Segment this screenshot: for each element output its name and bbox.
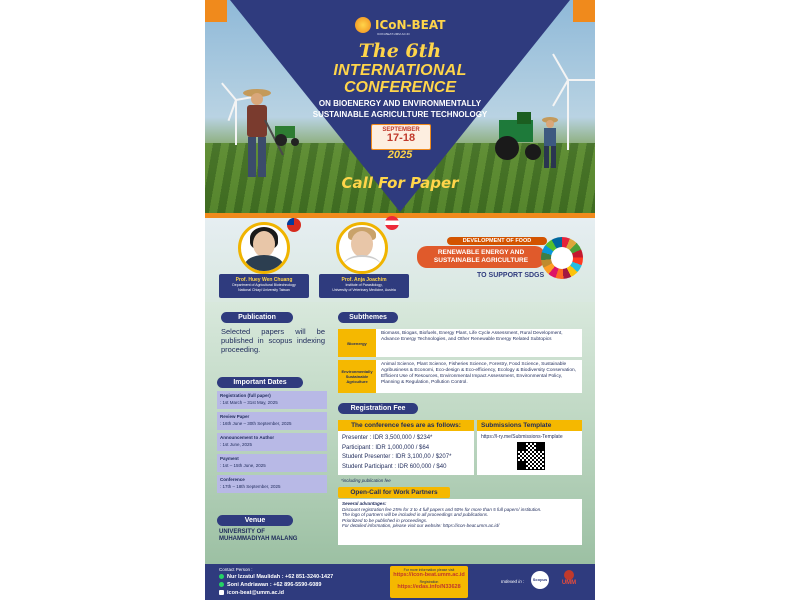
date-item bbox=[217, 412, 327, 430]
subtitle-line-2: SUSTAINABLE AGRICULTURE TECHNOLOGY bbox=[312, 110, 488, 119]
submissions-template-link[interactable]: https://l-ry.me/Submissions-Template bbox=[481, 434, 563, 440]
date-item-label: Review Paper bbox=[220, 414, 250, 419]
date-item-label: Announcement to Author bbox=[220, 435, 275, 440]
logo-subtext: ICON-BEAT.UMM.AC.ID bbox=[377, 32, 410, 36]
subthemes-heading: Subthemes bbox=[338, 312, 398, 323]
indexed-label: Indexed in : bbox=[501, 579, 525, 584]
whatsapp-icon bbox=[219, 582, 224, 587]
sdg-main-line-2: SUSTAINABLE AGRICULTURE bbox=[433, 257, 529, 264]
date-month: SEPTEMBER bbox=[382, 127, 420, 133]
sdg-wheel-icon bbox=[541, 237, 583, 279]
contact-text: icon-beat@umm.ac.id bbox=[227, 590, 285, 596]
venue-heading: Venue bbox=[217, 515, 293, 526]
speaker-tag bbox=[319, 274, 409, 298]
call-for-paper: Call For Paper bbox=[341, 174, 459, 192]
date-item-value: : 17th – 18th September, 2025 bbox=[220, 484, 281, 489]
sdg-banner bbox=[417, 237, 585, 289]
fee-head: The conference fees are as follows: bbox=[338, 420, 474, 431]
whatsapp-icon bbox=[219, 574, 224, 579]
subtitle-line-1: ON BIOENERGY AND ENVIRONMENTALLY bbox=[318, 99, 482, 108]
subtheme-text: Animal Science, Plant Science, Fisheries Science, Forestry, Food Science, Sustainable Agribusiness & Economi, Eco-design & Eco-efficiency, Ecology & Biodiversity Conservation, Efficient Use of Resources, Environmental Impact Assessment, Environmental Policy, Planning & Regulation, Pollution Control. bbox=[381, 362, 576, 385]
sdg-main-line-1: RENEWABLE ENERGY AND bbox=[437, 249, 525, 256]
speaker-affiliation: National Chiayi University Taiwan bbox=[238, 287, 290, 292]
contact-text: Soni Andriawan : +62 896-5590-6089 bbox=[227, 582, 322, 588]
umm-logo bbox=[557, 570, 581, 594]
contact-text: Nur Izzatul Maulidah : +62 851-3240-1427 bbox=[227, 574, 334, 580]
umm-logo-text: UMM bbox=[561, 580, 577, 586]
fee-line: Student Participant : IDR 600,000 / $40 bbox=[342, 463, 447, 470]
speaker-photo bbox=[336, 222, 388, 274]
venue-line-2: MUHAMMADIYAH MALANG bbox=[219, 536, 298, 542]
austria-flag-icon bbox=[385, 216, 399, 230]
speaker-name: Prof. Huey Wen Chuang bbox=[235, 277, 293, 283]
registration-heading: Registration Fee bbox=[338, 403, 418, 414]
title-international: INTERNATIONAL bbox=[333, 62, 467, 79]
date-item bbox=[217, 433, 327, 451]
venue-text bbox=[219, 529, 329, 543]
publication-heading: Publication bbox=[221, 312, 293, 323]
open-call-line: Prioritized to be published in proceedings. bbox=[342, 517, 428, 523]
important-dates-heading: Important Dates bbox=[217, 377, 303, 388]
subtheme-tag: Bioenergy bbox=[338, 329, 376, 357]
fee-line: Participant : IDR 1,000,000 / $64 bbox=[342, 444, 430, 451]
subtheme-row bbox=[338, 360, 582, 393]
submissions-template-box bbox=[477, 420, 582, 475]
open-call-heading: Open-Call for Work Partners bbox=[338, 487, 450, 498]
sdg-main-label bbox=[417, 246, 545, 268]
conference-logo bbox=[355, 15, 465, 35]
registration-link[interactable]: https://edas.info/N33628 bbox=[397, 584, 461, 590]
date-item-label: Conference bbox=[220, 477, 245, 482]
publication-text: Selected papers will be published in scopus indexing proceeding. bbox=[221, 327, 325, 354]
date-item-label: Registration (full paper) bbox=[220, 393, 271, 398]
contact-title: Contact Person : bbox=[219, 567, 253, 572]
corner-accent-left bbox=[205, 0, 227, 22]
date-item bbox=[217, 454, 327, 472]
subtheme-row bbox=[338, 329, 582, 357]
date-item-value: : 1st – 15th June, 2025 bbox=[220, 463, 266, 468]
date-days: 17-18 bbox=[386, 132, 416, 144]
speaker-name: Prof. Anja Joachim bbox=[341, 277, 387, 283]
sun-leaf-icon bbox=[355, 17, 371, 33]
fee-line: Student Presenter : IDR 3,100,00 / $207* bbox=[342, 454, 452, 460]
speaker-tag bbox=[219, 274, 309, 298]
subtheme-tag: Environmentally Sustainable Agriculture bbox=[338, 360, 376, 393]
contact-line bbox=[219, 590, 284, 596]
speaker-affiliation: University of Veterinary Medicine, Austria bbox=[332, 287, 396, 292]
open-call-line: The logo of partners will be included in all proceedings and publications. bbox=[342, 512, 489, 518]
date-item bbox=[217, 391, 327, 409]
registration-small-label: Registration bbox=[419, 580, 439, 584]
info-small-label: For more information please visit bbox=[403, 568, 455, 572]
important-dates-list bbox=[217, 391, 327, 496]
date-year: 2025 bbox=[387, 149, 413, 161]
umm-crest-icon bbox=[564, 570, 574, 580]
open-call-line: For detailed information, please visit our website: https://icon-beat.umm.ac.id/ bbox=[342, 523, 500, 529]
submissions-template-head: Submissions Template bbox=[477, 420, 582, 431]
date-item-value: : 1st June, 2025 bbox=[220, 442, 253, 447]
date-box bbox=[371, 124, 431, 150]
open-call-line: Discount registration fee 25% for 3 to 4 full papers and 50% for more than 5 full papers/ institution. bbox=[342, 506, 542, 512]
venue-line-1: UNIVERSITY OF bbox=[219, 529, 265, 535]
email-icon bbox=[219, 590, 224, 595]
speaker-photo bbox=[238, 222, 290, 274]
poster bbox=[205, 0, 595, 600]
open-call-box bbox=[338, 499, 582, 545]
sdg-top-label: DEVELOPMENT OF FOOD bbox=[447, 237, 547, 245]
date-item-value: : 1st March – 31st May, 2025 bbox=[220, 400, 278, 405]
speaker-affiliation: Institute of Parasitology, bbox=[345, 283, 383, 287]
date-item-label: Payment bbox=[220, 456, 239, 461]
corner-accent-right bbox=[573, 0, 595, 22]
date-item-value: : 16th June – 30th September, 2025 bbox=[220, 421, 292, 426]
taiwan-flag-icon bbox=[287, 218, 301, 232]
speaker-affiliation: Department of Agricultural Biotechnology bbox=[232, 283, 296, 287]
logo-text: ICoN-BEAT bbox=[375, 18, 446, 32]
qr-code-icon bbox=[517, 442, 545, 470]
tractor-illustration bbox=[273, 118, 303, 148]
fee-note: *including publication fee bbox=[341, 478, 391, 483]
fee-line: Presenter : IDR 3,500,000 / $234* bbox=[342, 435, 433, 441]
contact-line bbox=[219, 574, 333, 580]
contact-line bbox=[219, 582, 321, 588]
open-call-line: Several advantages: bbox=[342, 501, 387, 506]
sdg-bottom-label: TO SUPPORT SDGS bbox=[477, 272, 545, 279]
scopus-logo: Scopus bbox=[531, 571, 549, 589]
fee-box bbox=[338, 420, 474, 475]
farmer-illustration bbox=[537, 115, 563, 170]
subtheme-text: Biomass, Biogas, Biofuels, Energy Plant, Life Cycle Assessment, Rural Development, Advance Energy Technologies, and Other Renewable Energy Related Subtopics bbox=[381, 331, 563, 342]
footer bbox=[205, 564, 595, 600]
info-link[interactable]: https://icon-beat.umm.ac.id bbox=[393, 572, 465, 578]
info-box bbox=[390, 566, 468, 598]
edition-label: The 6th bbox=[358, 40, 442, 62]
hero-banner bbox=[205, 0, 595, 213]
date-item bbox=[217, 475, 327, 493]
title-conference: CONFERENCE bbox=[343, 79, 456, 96]
